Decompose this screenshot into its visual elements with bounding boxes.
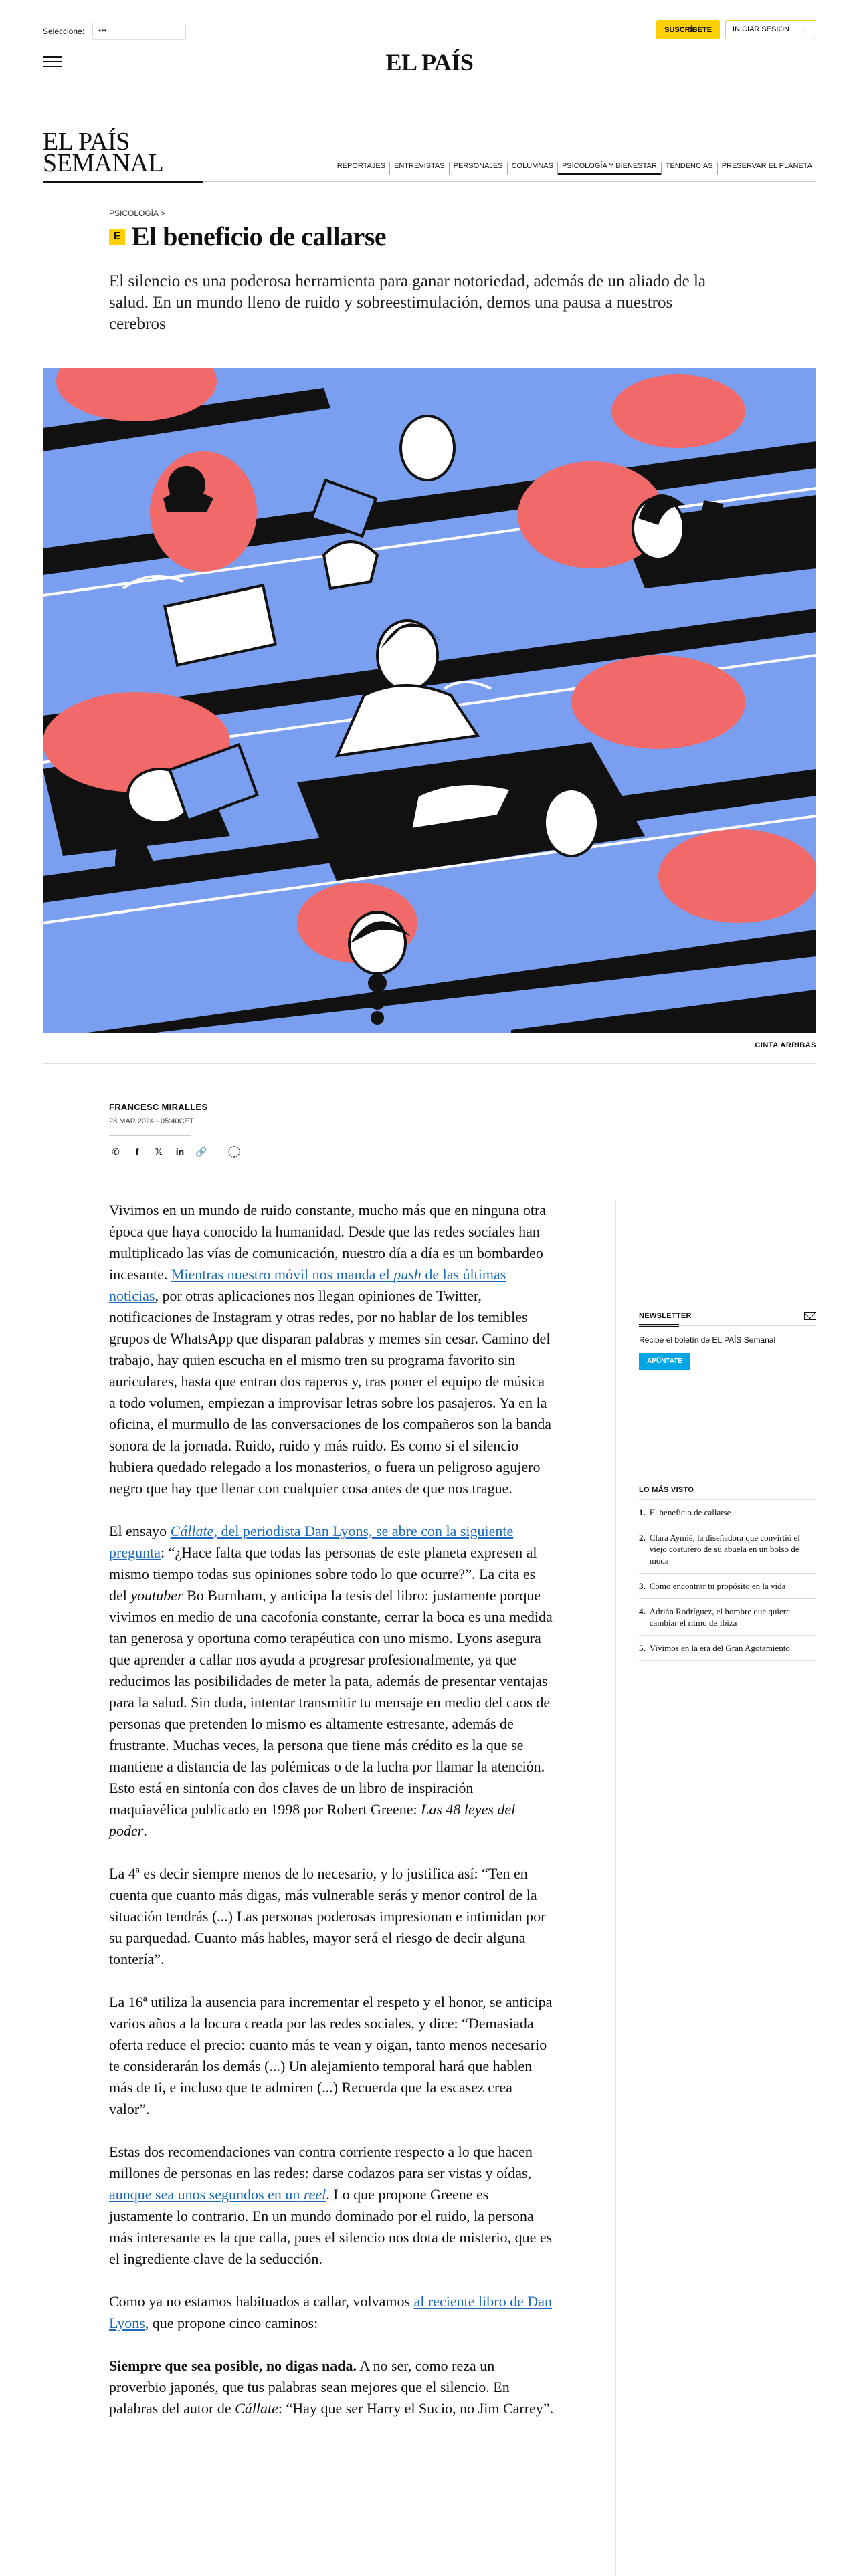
- mail-icon: [804, 1312, 816, 1320]
- exclusive-badge: E: [109, 229, 125, 245]
- list-item[interactable]: 5. Vivimos en la era del Gran Agotamiento: [639, 1636, 816, 1661]
- section-logo-line1: EL PAÍS: [43, 128, 130, 156]
- paragraph-2: El ensayo Cállate, del periodista Dan Lyons, se abre con la siguiente pregunta: “¿Hace falta que todas las personas de este planeta expresen al mismo tiempo todas sus opiniones sobre todo lo que ocurre?”. La cita es del youtuber Bo Burnham, y anticipa la tesis del libro: justamente porque vivimos en medio de una cacofonía constante, cerrar la boca es una medida tan generosa y oportuna como terapéutica con uno mismo. Lyons asegura que aprender a callar nos ayuda a progresar profesionalmente, ya que reducimos las posibilidades de meter la pata, además de presentar ventajas para la salud. Sin duda, intentar transmitir tu mensaje en medio del caos de personas que pretenden lo mismo es altamente estresante, además de frustrante. Muchas veces, la persona que tiene más crédito es la que se mantiene a distancia de las polémicas o de la lucha por llamar la atención. Esto está en sintonía con dos claves de un libro de inspiración maquiavélica publicado en 1998 por Robert Greene: Las 48 leyes del poder.: [109, 1523, 553, 1839]
- nav-psicologia[interactable]: PSICOLOGÍA Y BIENESTAR: [558, 162, 662, 175]
- linkedin-icon[interactable]: in: [175, 1146, 185, 1157]
- list-item[interactable]: 4. Adrián Rodríguez, el hombre que quiere cambiar el ritmo de Ibiza: [639, 1599, 816, 1636]
- whatsapp-icon[interactable]: ✆: [112, 1146, 120, 1157]
- title-row: [109, 221, 386, 252]
- more-icon: ⋮: [801, 26, 809, 34]
- top-actions: [656, 20, 816, 39]
- hero-illustration-art: [43, 368, 816, 1033]
- author-name[interactable]: FRANCESC MIRALLES: [109, 1102, 208, 1112]
- standfirst: El silencio es una poderosa herramienta para ganar notoriedad, además de un aliado de la salud. En un mundo lleno de ruido y sobreestimulación, demos una pausa a nuestros cerebros: [109, 272, 706, 333]
- section-logo-line2: SEMANAL: [43, 149, 164, 177]
- publish-date: 28 MAR 2024 - 05:40CET: [109, 1117, 194, 1125]
- edition-select[interactable]: •••: [92, 23, 186, 40]
- nav-columnas[interactable]: COLUMNAS: [508, 162, 558, 175]
- edition-selector: [43, 23, 186, 40]
- newsletter-widget: [639, 1312, 816, 1370]
- most-read-list: [639, 1499, 816, 1661]
- facebook-icon[interactable]: f: [135, 1146, 139, 1157]
- comments-icon[interactable]: [228, 1146, 240, 1158]
- nav-personajes[interactable]: PERSONAJES: [450, 162, 508, 175]
- paragraph-5: Estas dos recomendaciones van contra corriente respecto a lo que hacen millones de personas en las redes: darse codazos para ser vistas y oídas, aunque sea unos segundos en un reel. Lo que propone Greene es justamente lo contrario. En un mundo dominado por el ruido, la persona más interesante es la que calla, pues el silencio nos dota de misterio, que es el ingrediente clave de la seducción.: [109, 2143, 553, 2267]
- share-bar: [109, 1145, 240, 1158]
- section-nav: [333, 162, 816, 175]
- newsletter-header: [639, 1312, 816, 1320]
- nav-tendencias[interactable]: TENDENCIAS: [662, 162, 718, 175]
- paragraph-7: Siempre que sea posible, no digas nada. A no ser, como reza un proverbio japonés, que tus palabras sean mejores que el silencio. En palabras del autor de Cállate: “Hay que ser Harry el Sucio, no Jim Carrey”.: [109, 2357, 554, 2417]
- edition-label: Seleccione:: [43, 27, 85, 36]
- paragraph-4: La 16ª utiliza la ausencia para incrementar el respeto y el honor, se anticipa varios años a la locura creada por las redes sociales, y dice: “Demasiada oferta reduce el precio: cuanto más te vean y oigan, tanto menos necesario te considerarán los demás (...) Un alejamiento temporal hará que hablen más de ti, e incluso que te admiren (...) Recuerda que la escasez crea valor”.: [109, 1994, 553, 2117]
- nav-preservar-planeta[interactable]: PRESERVAR EL PLANETA: [721, 162, 812, 170]
- link-icon[interactable]: 🔗: [195, 1146, 207, 1157]
- paragraph-3: La 4ª es decir siempre menos de lo necesario, y lo justifica así: “Ten en cuenta que cuanto más digas, más vulnerable serás y menor control de la situación tendrás (...) Las personas poderosas impresionan e intimidan por su parquedad. Cuanto más hables, mayor será el riesgo de decir alguna tontería”.: [109, 1865, 546, 1967]
- inline-link-reel[interactable]: aunque sea unos segundos en un reel: [109, 2186, 326, 2203]
- newsletter-subscribe-button[interactable]: APÚNTATE: [639, 1353, 690, 1370]
- top-bar: [0, 0, 859, 100]
- login-button[interactable]: [725, 20, 816, 39]
- x-icon[interactable]: 𝕏: [155, 1146, 163, 1157]
- paragraph-6: Como ya no estamos habituados a callar, volvamos al reciente libro de Dan Lyons, que propone cinco caminos:: [109, 2293, 552, 2331]
- list-item[interactable]: 3. Cómo encontrar tu propósito en la vida: [639, 1574, 816, 1599]
- newsletter-text: Recibe el boletín de EL PAÍS Semanal: [639, 1335, 776, 1345]
- hero-illustration: [43, 368, 816, 1033]
- site-logo[interactable]: EL PAÍS: [385, 49, 474, 76]
- inline-link-push[interactable]: Mientras nuestro móvil nos manda el push de las últimas noticias: [109, 1266, 506, 1304]
- breadcrumb[interactable]: PSICOLOGÍA >: [109, 209, 165, 218]
- inline-link-dan-lyons[interactable]: al reciente libro de Dan Lyons: [109, 2293, 552, 2331]
- nav-entrevistas[interactable]: ENTREVISTAS: [390, 162, 450, 175]
- list-item[interactable]: 2. Clara Aymié, la diseñadora que convirtió el viejo costurero de su abuela en un bolso de moda: [639, 1525, 816, 1574]
- nav-reportajes[interactable]: REPORTAJES: [333, 162, 390, 175]
- inline-link-callate[interactable]: Cállate, del periodista Dan Lyons, se abre con la siguiente pregunta: [109, 1523, 514, 1561]
- subscribe-button[interactable]: SUSCRÍBETE: [656, 20, 720, 39]
- article-body: [109, 1200, 554, 2441]
- login-label: INICIAR SESIÓN: [733, 25, 789, 33]
- byline: [109, 1102, 240, 1158]
- section-logo[interactable]: [43, 128, 164, 177]
- most-read-widget: [639, 1486, 816, 1661]
- photo-credit: CINTA ARRIBAS: [755, 1041, 816, 1049]
- most-read-title: LO MÁS VISTO: [639, 1486, 694, 1494]
- list-item[interactable]: 1. El beneficio de callarse: [639, 1500, 816, 1525]
- page-title: El beneficio de callarse: [132, 221, 387, 251]
- newsletter-title: NEWSLETTER: [639, 1312, 692, 1320]
- section-header: [43, 128, 816, 182]
- paragraph-1: Vivimos en un mundo de ruido constante, mucho más que en ninguna otra época que haya conocido la humanidad. Desde que las redes sociales han multiplicado las vías de comunicación, nuestro día a día es un bombardeo incesante. Mientras nuestro móvil nos manda el push de las últimas noticias, por otras aplicaciones nos llegan opiniones de Twitter, notificaciones de Instagram y otras redes, por no hablar de los temibles grupos de WhatsApp que disparan palabras y memes sin cesar. Camino del trabajo, hay quien escucha en el mismo tren su programa favorito sin auriculares, hasta que entran dos raperos y, tras poner el equipo de música a todo volumen, empiezan a improvisar letras sobre los pasajeros. Ya en la oficina, el murmullo de las conversaciones de los compañeros son la banda sonora de la jornada. Ruido, ruido y más ruido. Es como si el silencio hubiera quedado relegado a los monasterios, o fuera un peligroso agujero negro que hay que llenar con cualquier cosa antes de que nos trague.: [109, 1202, 552, 1497]
